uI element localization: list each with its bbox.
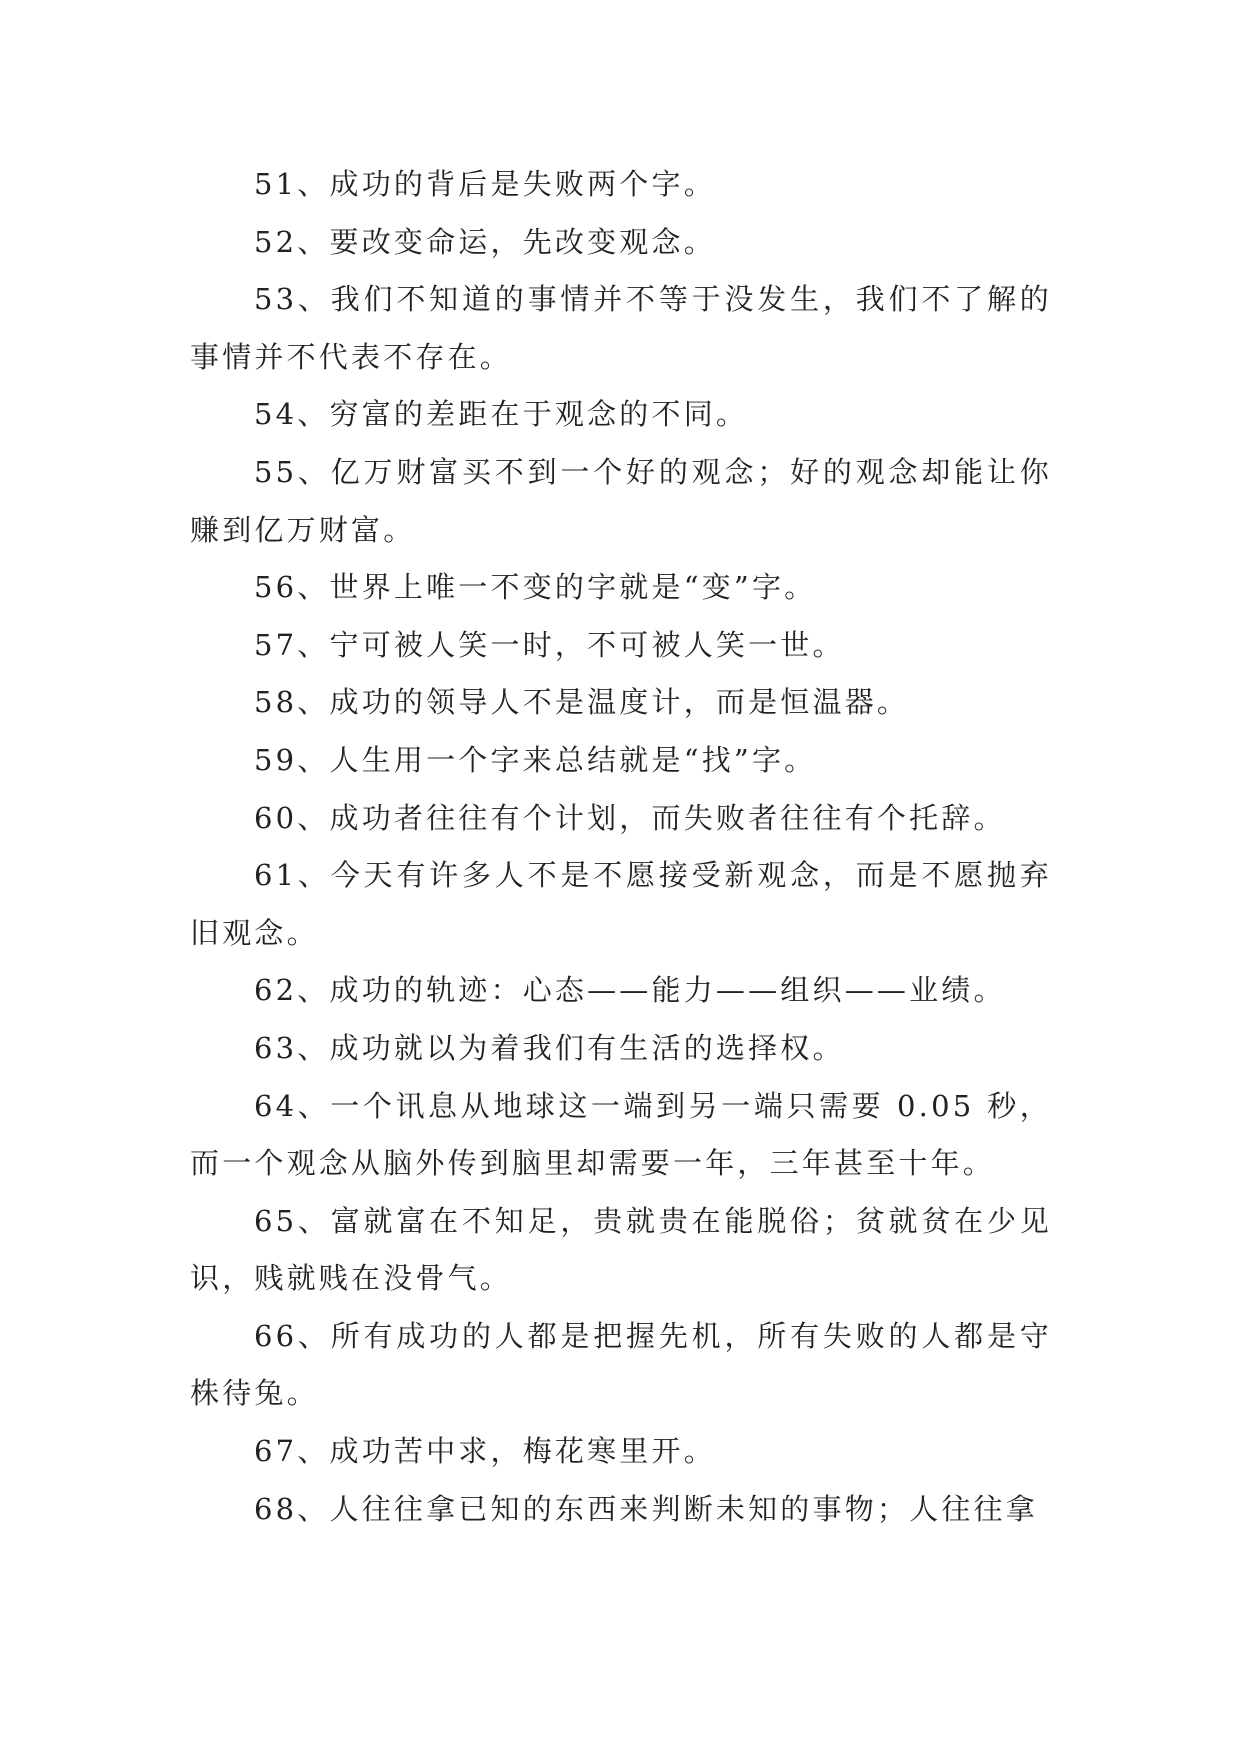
paragraph-56: 56、世界上唯一不变的字就是“变”字。 (254, 570, 817, 605)
document-body (190, 156, 1052, 1538)
paragraph-55: 55、亿万财富买不到一个好的观念；好的观念却能让你赚到亿万财富。 (190, 454, 1052, 547)
paragraph-51: 51、成功的背后是失败两个字。 (254, 167, 716, 201)
paragraph-52: 52、要改变命运，先改变观念。 (254, 224, 716, 259)
paragraph-57: 57、宁可被人笑一时，不可被人笑一世。 (254, 627, 845, 662)
paragraph-68: 68、人往往拿已知的东西来判断未知的事物；人往往拿 (254, 1491, 1038, 1526)
paragraph-65: 65、富就富在不知足，贵就贵在能脱俗；贫就贫在少见识，贱就贱在没骨气。 (190, 1203, 1052, 1296)
paragraph-60: 60、成功者往往有个计划，而失败者往往有个托辞。 (254, 800, 1006, 835)
paragraph-62: 62、成功的轨迹：心态——能力——组织——业绩。 (254, 973, 1006, 1008)
paragraph-58: 58、成功的领导人不是温度计，而是恒温器。 (254, 685, 910, 720)
paragraph-67: 67、成功苦中求，梅花寒里开。 (254, 1434, 716, 1469)
paragraph-53: 53、我们不知道的事情并不等于没发生，我们不了解的事情并不代表不存在。 (190, 282, 1052, 374)
paragraph-54: 54、穷富的差距在于观念的不同。 (254, 397, 749, 432)
paragraph-61: 61、今天有许多人不是不愿接受新观念，而是不愿抛弃旧观念。 (190, 858, 1052, 950)
paragraph-64: 64、一个讯息从地球这一端到另一端只需要 0.05 秒，而一个观念从脑外传到脑里却需要一年，三年甚至十年。 (190, 1088, 1052, 1181)
paragraph-66: 66、所有成功的人都是把握先机，所有失败的人都是守株待兔。 (190, 1318, 1052, 1411)
paragraph-63: 63、成功就以为着我们有生活的选择权。 (254, 1030, 845, 1065)
paragraph-59: 59、人生用一个字来总结就是“找”字。 (254, 742, 817, 777)
